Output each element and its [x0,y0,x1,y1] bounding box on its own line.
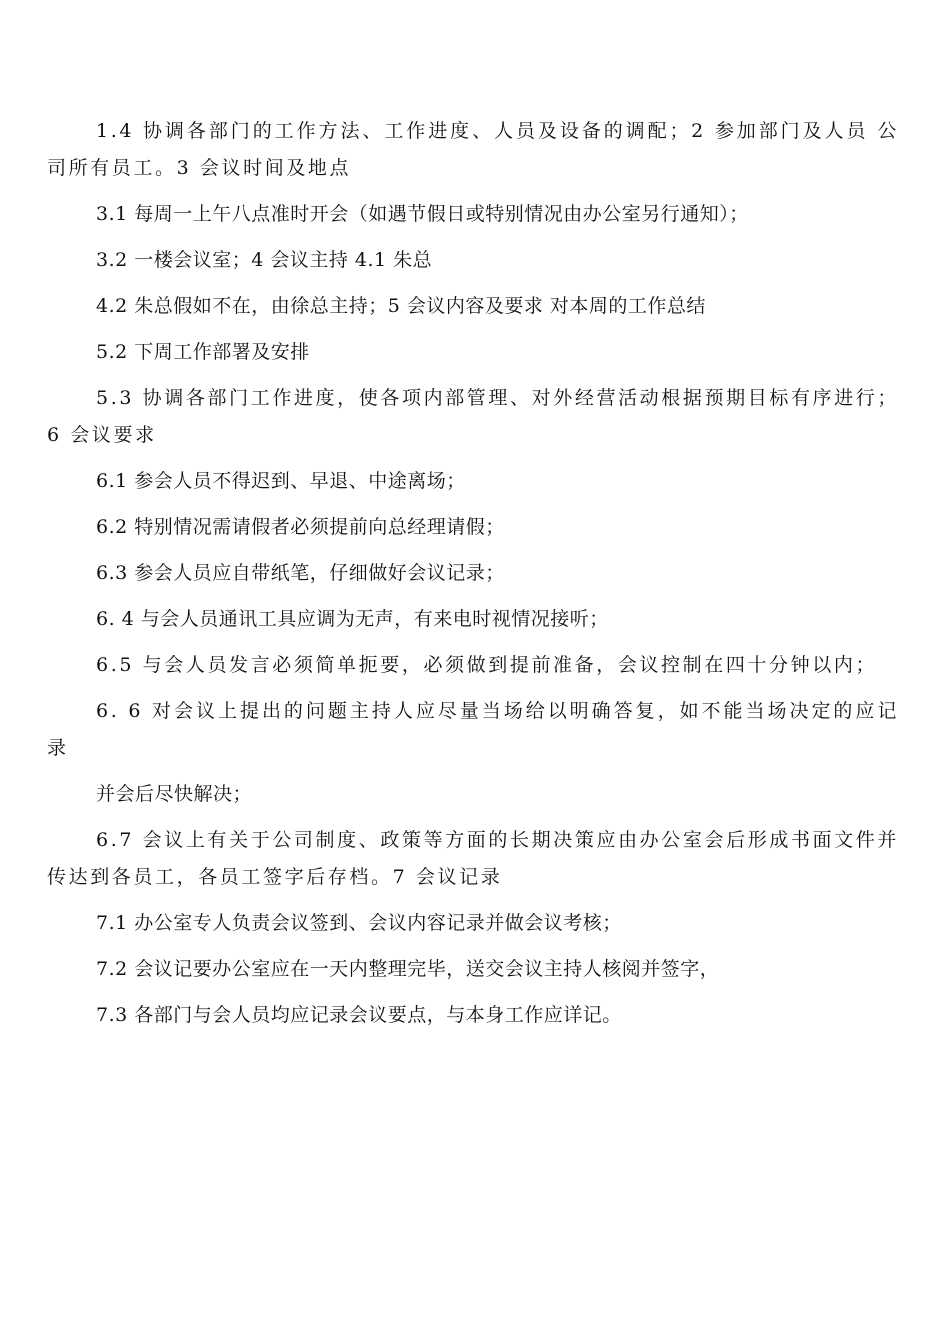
paragraph-5-3: 5.3 协调各部门工作进度，使各项内部管理、对外经营活动根据预期目标有序进行；6 会议要求 [47,387,899,446]
paragraph-6-1: 6.1 参会人员不得迟到、早退、中途离场； [96,470,466,492]
paragraph-6-6: 6. 6 对会议上提出的问题主持人应尽量当场给以明确答复，如不能当场决定的应记录 [47,700,899,759]
paragraph-5-2: 5.2 下周工作部署及安排 [96,341,310,363]
document-body [47,113,899,1034]
paragraph-1-4: 1.4 协调各部门的工作方法、工作进度、人员及设备的调配；2 参加部门及人员 公司所有员工。3 会议时间及地点 [47,120,899,179]
paragraph-4-2: 4.2 朱总假如不在，由徐总主持；5 会议内容及要求 对本周的工作总结 [96,295,706,317]
paragraph-6-3: 6.3 参会人员应自带纸笔，仔细做好会议记录； [96,562,505,584]
paragraph-6-5: 6.5 与会人员发言必须简单扼要，必须做到提前准备，会议控制在四十分钟以内； [96,654,878,676]
paragraph-6-2: 6.2 特别情况需请假者必须提前向总经理请假； [96,516,505,538]
paragraph-6-7: 6.7 会议上有关于公司制度、政策等方面的长期决策应由办公室会后形成书面文件并传达到各员工，各员工签字后存档。7 会议记录 [47,829,899,888]
paragraph-7-2: 7.2 会议记要办公室应在一天内整理完毕，送交会议主持人核阅并签字， [96,958,720,980]
paragraph-7-3: 7.3 各部门与会人员均应记录会议要点，与本身工作应详记。 [96,1004,622,1026]
paragraph-6-4: 6. 4 与会人员通讯工具应调为无声，有来电时视情况接听； [96,608,609,630]
paragraph-6-6-continued: 并会后尽快解决； [96,783,253,805]
paragraph-3-2: 3.2 一楼会议室；4 会议主持 4.1 朱总 [96,249,433,271]
paragraph-3-1: 3.1 每周一上午八点准时开会（如遇节假日或特别情况由办公室另行通知）； [96,203,749,225]
paragraph-7-1: 7.1 办公室专人负责会议签到、会议内容记录并做会议考核； [96,912,622,934]
